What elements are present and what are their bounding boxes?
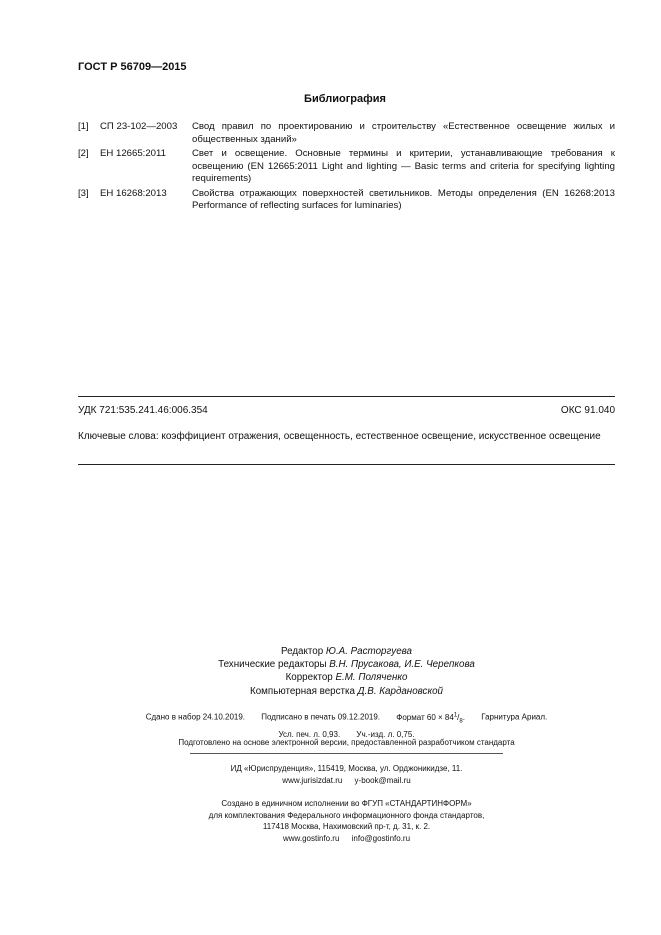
divider-top: [78, 396, 615, 397]
oks-code: ОКС 91.040: [560, 405, 615, 416]
printer-email-link[interactable]: info@gostinfo.ru: [351, 833, 411, 843]
bibliography-item-number: [1]: [78, 121, 89, 132]
publisher-email-link[interactable]: y-book@mail.ru: [354, 775, 411, 785]
document-id: ГОСТ Р 56709—2015: [78, 61, 187, 73]
divider-publisher: [190, 753, 503, 754]
bibliography-item: [78, 188, 615, 213]
credit-role: Редактор: [281, 646, 324, 657]
printer-contacts: [78, 833, 615, 845]
credit-corrector: [78, 671, 615, 684]
printer-line-2: для комплектования Федерального информационного фонда стандартов,: [208, 810, 485, 820]
print-signed: Подписано в печать 09.12.2019.: [261, 712, 381, 722]
udk-code: УДК 721:535.241.46:006.354: [78, 405, 208, 416]
bibliography-item-code: СП 23-102—2003: [100, 121, 178, 132]
keywords: Ключевые слова: коэффициент отражения, освещенность, естественное освещение, искусственное освещение: [78, 431, 601, 442]
credit-name: Е.М. Поляченко: [335, 672, 408, 684]
bibliography-item-text: Свет и освещение. Основные термины и критерии, устанавливающие требования к освещению (EN 12665:2011 Light and lighting — Basic terms and criteria for specifying lighting requirements): [192, 148, 615, 184]
print-format-den: 8: [459, 718, 463, 725]
printer-line-3: 117418 Москва, Нахимовский пр-т, д. 31, к. 2.: [262, 822, 431, 831]
credits-block: [78, 645, 615, 698]
publisher-address: ИД «Юриспруденция», 115419, Москва, ул. Орджоникидзе, 11.: [230, 764, 463, 773]
print-format-num: 1: [453, 712, 458, 718]
publisher-contacts: [78, 775, 615, 787]
print-pub-sheets: Уч.-изд. л. 0,75.: [356, 730, 415, 740]
credit-name: Д.В. Кардановской: [357, 685, 443, 697]
credit-tech-editors: [78, 658, 615, 671]
printer-block: [78, 798, 615, 844]
print-info: [78, 709, 615, 741]
bibliography-item-text: Свойства отражающих поверхностей светильников. Методы определения (EN 16268:2013 Performance of reflecting surfaces for luminaries): [192, 187, 615, 211]
print-format: Формат $60 \times 84^1/_8$.: [396, 712, 465, 725]
divider-bottom: [78, 464, 615, 465]
print-info-line-1: [78, 709, 615, 728]
credit-editor: [78, 645, 615, 658]
print-format-suffix: .: [462, 712, 465, 722]
bibliography-title: Библиография: [304, 93, 386, 105]
bibliography-item-number: [2]: [78, 148, 89, 159]
credit-role: Технические редакторы: [218, 659, 327, 671]
credit-role: Корректор: [285, 672, 333, 684]
print-format-prefix: Формат 60 × 84: [396, 712, 454, 722]
print-font: Гарнитура Ариал.: [481, 712, 548, 722]
printer-site-link[interactable]: www.gostinfo.ru: [282, 833, 340, 843]
print-submitted: Сдано в набор 24.10.2019.: [145, 712, 246, 722]
bibliography-item: [78, 121, 615, 146]
bibliography-item-text: Свод правил по проектированию и строительству «Естественное освещение жилых и общественных зданий»: [192, 121, 615, 145]
credit-layout: [78, 685, 615, 698]
credit-name: В.Н. Прусакова, И.Е. Черепкова: [329, 659, 475, 671]
credit-name: Ю.А. Расторгуева: [325, 646, 412, 657]
bibliography-item-code: ЕН 12665:2011: [100, 148, 166, 159]
bibliography-item-number: [3]: [78, 187, 89, 199]
printer-line-1: Создано в единичном исполнении во ФГУП «СТАНДАРТИНФОРМ»: [221, 799, 472, 808]
credit-role: Компьютерная верстка: [250, 685, 355, 697]
prepared-note: Подготовлено на основе электронной версии, предоставленной разработчиком стандарта: [178, 738, 515, 747]
publisher-site-link[interactable]: www.jurisizdat.ru: [282, 775, 343, 785]
print-sheets: Усл. печ. л. 0,93.: [278, 730, 341, 740]
bibliography-list: [78, 121, 615, 215]
bibliography-item: [78, 148, 615, 186]
publisher-block: [78, 763, 615, 786]
bibliography-item-code: ЕН 16268:2013: [100, 187, 167, 199]
